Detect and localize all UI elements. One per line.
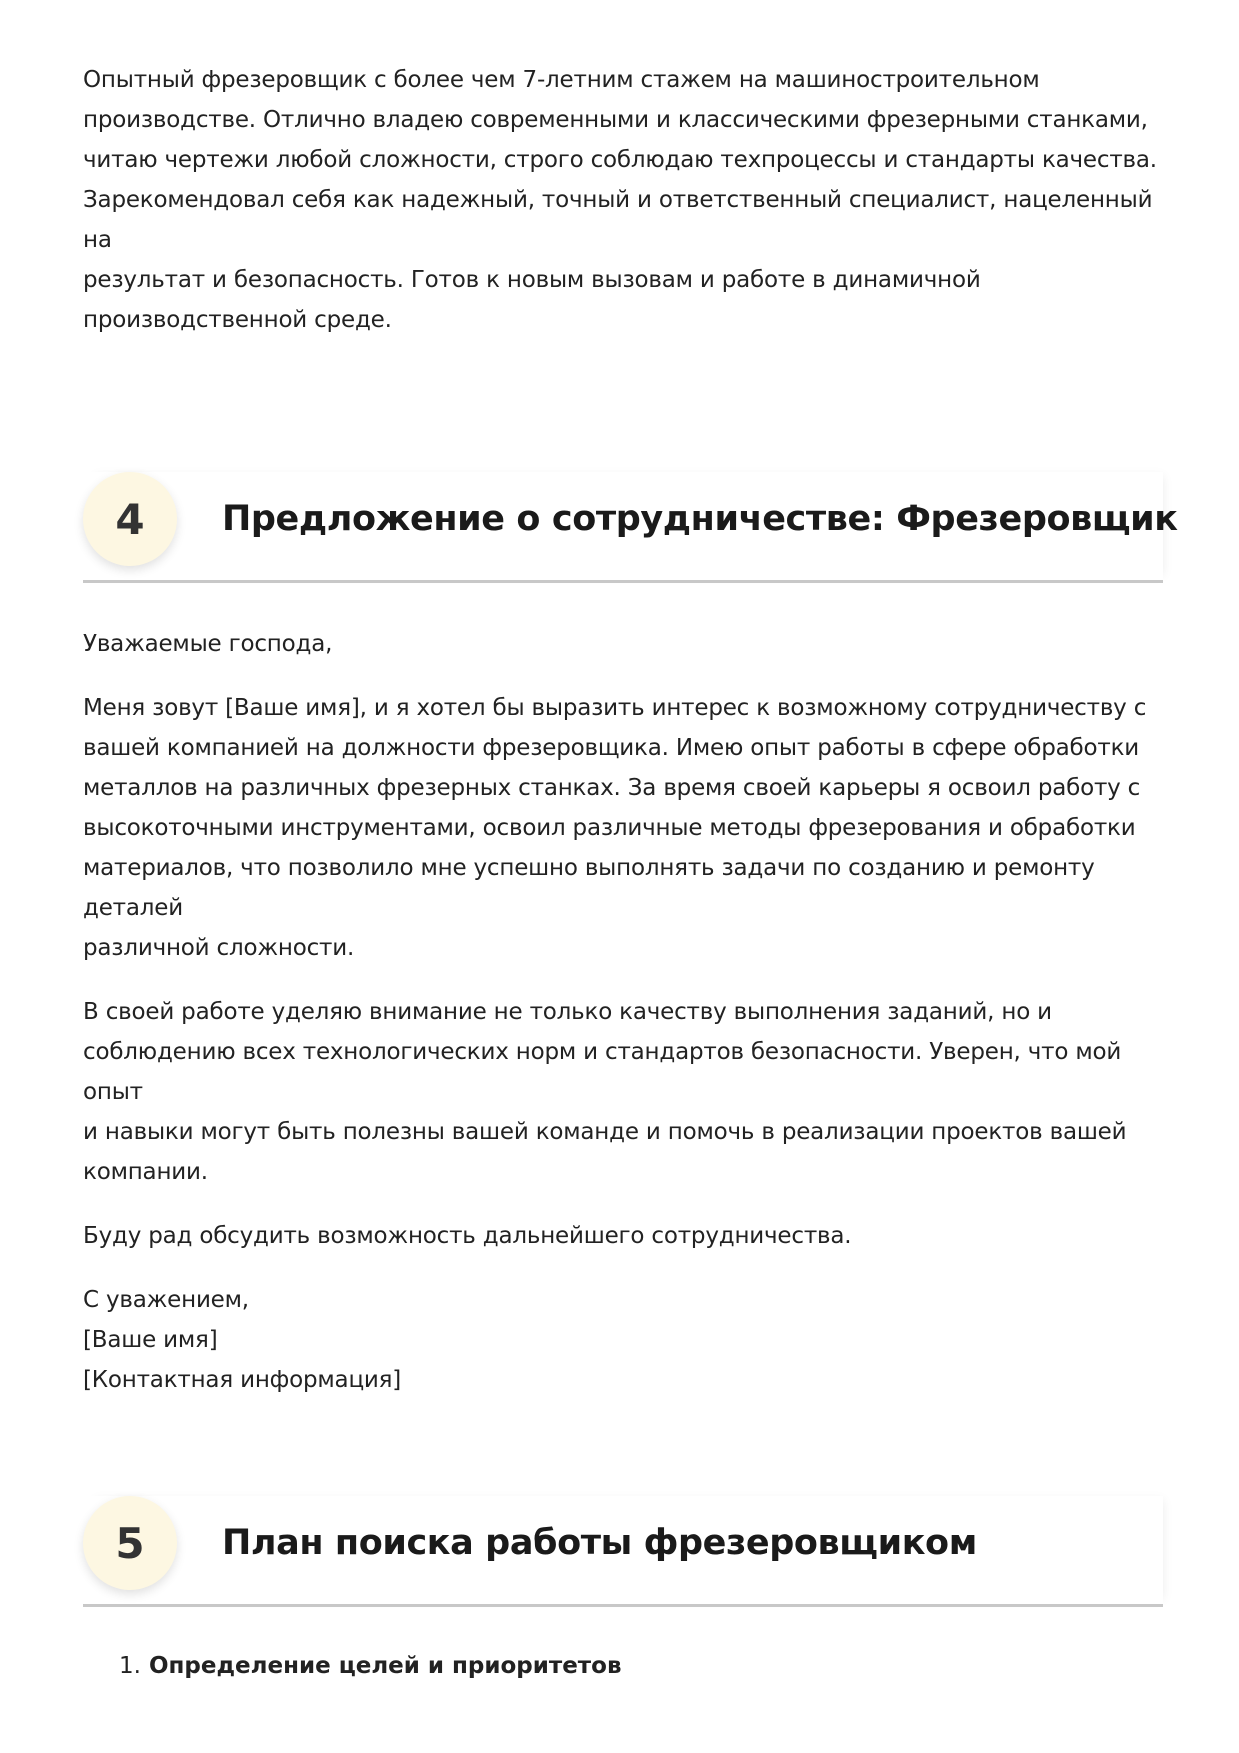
letter-greeting: Уважаемые господа, [83, 631, 333, 657]
letter-signature [83, 1280, 1163, 1400]
list-item-index: 1. [119, 1653, 141, 1679]
summary-line: результат и безопасность. Готов к новым вызовам и работе в динамичной [83, 267, 981, 293]
letter-paragraph-1 [83, 688, 1163, 968]
letter-paragraph-2 [83, 992, 1163, 1192]
summary-line: читаю чертежи любой сложности, строго соблюдаю техпроцессы и стандарты качества. [83, 147, 1157, 173]
letter-contact: [Контактная информация] [83, 1367, 402, 1393]
letter-line: металлов на различных фрезерных станках. За время своей карьеры я освоил работу с [83, 775, 1141, 801]
summary-line: Зарекомендовал себя как надежный, точный и ответственный специалист, нацеленный на [83, 187, 1153, 253]
section-title: План поиска работы фрезеровщиком [222, 1523, 977, 1563]
summary-line: производстве. Отлично владею современными и классическими фрезерными станками, [83, 107, 1148, 133]
section-header-cooperation [83, 472, 1178, 583]
summary-paragraph [83, 60, 1163, 340]
section-number-badge: 5 [83, 1496, 177, 1590]
letter-line: соблюдению всех технологических норм и стандартов безопасности. Уверен, что мой опыт [83, 1039, 1122, 1105]
cover-letter [83, 624, 1163, 1400]
letter-line: Меня зовут [Ваше имя], и я хотел бы выразить интерес к возможному сотрудничеству с [83, 695, 1147, 721]
letter-line: В своей работе уделяю внимание не только качеству выполнения заданий, но и [83, 999, 1052, 1025]
letter-paragraph-3: Буду рад обсудить возможность дальнейшего сотрудничества. [83, 1223, 852, 1249]
letter-line: материалов, что позволило мне успешно выполнять задачи по созданию и ремонту деталей [83, 855, 1095, 921]
letter-line: различной сложности. [83, 935, 355, 961]
section-number-badge: 4 [83, 472, 177, 566]
list-item-label: Определение целей и приоритетов [148, 1653, 622, 1679]
letter-line: высокоточными инструментами, освоил различные методы фрезерования и обработки [83, 815, 1136, 841]
summary-line: Опытный фрезеровщик с более чем 7-летним стажем на машиностроительном [83, 67, 1040, 93]
list-item [83, 1646, 1163, 1686]
letter-line: и навыки могут быть полезны вашей команде и помочь в реализации проектов вашей [83, 1119, 1127, 1145]
section-title: Предложение о сотрудничестве: Фрезеровщик [222, 499, 1178, 539]
letter-closing: С уважением, [83, 1287, 249, 1313]
letter-line: вашей компанией на должности фрезеровщика. Имею опыт работы в сфере обработки [83, 735, 1140, 761]
plan-list [83, 1646, 1163, 1686]
letter-name: [Ваше имя] [83, 1327, 218, 1353]
summary-line: производственной среде. [83, 307, 392, 333]
letter-line: компании. [83, 1159, 208, 1185]
section-header-job-search-plan [83, 1496, 1163, 1607]
